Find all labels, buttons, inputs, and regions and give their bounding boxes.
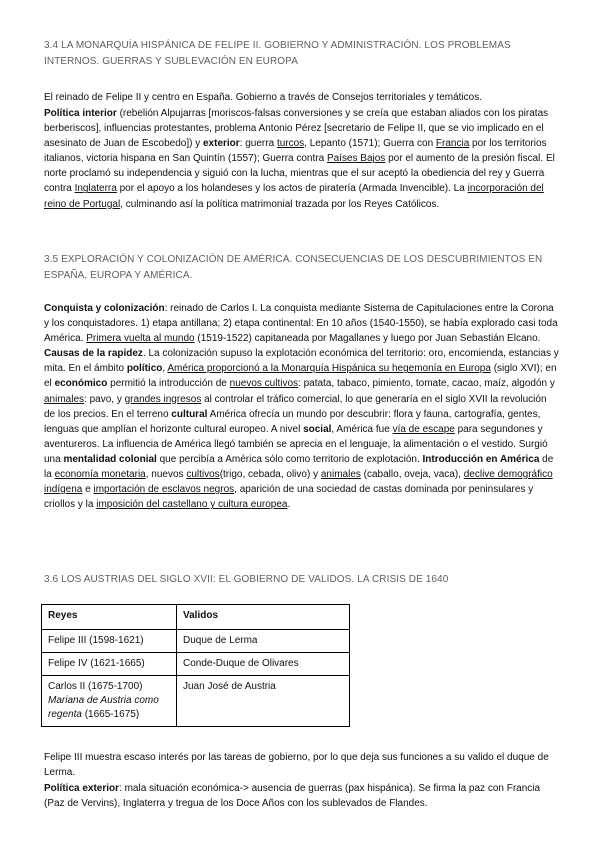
text-run: (siglo XVI); en el [44, 363, 557, 390]
validos-table [41, 604, 350, 727]
section-3-5-body [44, 301, 560, 512]
text-run: : patata, tabaco, pimiento, tomate, cacao, maíz, algodón y [298, 378, 555, 390]
table-row [42, 653, 350, 676]
underlined-term: cultivos [186, 469, 220, 481]
section-3-6-paragraph-1: Felipe III muestra escaso interés por las tareas de gobierno, por lo que deja sus funciones a su valido el duque de Lerma. [44, 752, 549, 779]
text-run: (1519-1522) capitaneada por Magallanes y luego por Juan Sebastián Elcano. [194, 333, 541, 345]
text-run: (rebelión Alpujarras [moriscos-falsas conversiones y se creía que estaban aliados con los piratas berberiscos], influencias protestantes, problema Antonio Pérez [secretario de Felipe II, que se vio implicado en el asesinato de Juan de Escobedo]) y [44, 108, 549, 150]
text-run: : reinado de Carlos I. La conquista mediante Sistema de Capitulaciones entre la Corona y los conquistadores. 1) etapa antillana; 2) etapa continental: En 10 años (1540-1550), se había explorado casi toda América. [44, 303, 558, 345]
underlined-term: Primera vuelta al mundo [86, 333, 195, 345]
text-run: : mala situación económica-> ausencia de guerras (pax hispánica). Se firma la paz con Francia (Paz de Vervins), Inglaterra y tregua de los Doce Años con los sublevados de Flandes. [44, 783, 541, 810]
bold-term: Política exterior [44, 783, 120, 794]
text-run: : guerra [239, 138, 277, 150]
underlined-term: América proporcionó a la Monarquía Hispánica su hegemonía en Europa [167, 363, 491, 375]
table-cell-king: Felipe IV (1621-1665) [42, 653, 177, 676]
section-3-6-paragraph-2 [44, 781, 560, 811]
bold-term: Conquista y colonización [44, 303, 165, 314]
bold-term: cultural [171, 408, 208, 420]
table-header-validos: Validos [177, 605, 350, 630]
table-cell-king: Felipe III (1598-1621) [42, 630, 177, 653]
text-run: (trigo, cebada, olivo) y [219, 469, 321, 481]
table-cell-valido: Juan José de Austria [177, 676, 350, 727]
underlined-term: importación de esclavos negros [93, 484, 235, 496]
bold-term: exterior [203, 138, 240, 150]
underlined-term: Francia [435, 138, 470, 150]
text-run: e [82, 484, 94, 496]
text-run: permitió la introducción de [107, 378, 230, 390]
text-run: por el aumento de la presión fiscal. El norte proclamó su independencia y siguió con la lucha, mientras que el sur aceptó la obediencia del rey y Guerra contra [44, 153, 555, 195]
text-run: al controlar el tráfico comercial, lo que generaría en el siglo XVII la revolución de los precios. En el terreno [44, 393, 547, 420]
text-run: , [162, 363, 168, 375]
text-run: para segundones y aventureros. La influencia de América llegó también se aprecia en el lenguaje, la alimentación o el vestido. Surgió una [44, 423, 548, 465]
underlined-term: incorporación del reino de Portugal [44, 183, 544, 210]
table-row [42, 676, 350, 727]
bold-term: Política interior [44, 108, 117, 119]
bold-term: mentalidad colonial [63, 453, 157, 465]
bold-term: económico [54, 378, 108, 390]
text-run: , Lepanto (1571); Guerra con [304, 138, 436, 150]
king-name: Carlos II (1675-1700) [48, 681, 143, 692]
underlined-term: grandes ingresos [124, 393, 202, 405]
section-3-5-heading: 3.5 EXPLORACIÓN Y COLONIZACIÓN DE AMÉRICA. CONSECUENCIAS DE LOS DESCUBRIMIENTOS EN ESPAÑA, EUROPA Y AMÉRICA. [44, 254, 543, 281]
table-row [42, 630, 350, 653]
underlined-term: Inglaterra [74, 183, 117, 195]
regent-note: Mariana de Austria como regenta [48, 695, 159, 720]
underlined-term: vía de escape [392, 423, 455, 435]
section-3-4-body [44, 106, 560, 212]
text-run: , América fue [331, 423, 393, 435]
table-cell-valido: Conde-Duque de Olivares [177, 653, 350, 676]
table-cell-king [42, 676, 177, 727]
table-header-reyes: Reyes [42, 605, 177, 630]
text-run: . [287, 499, 291, 511]
underlined-term: economía monetaria [54, 469, 146, 481]
section-3-6-heading: 3.6 LOS AUSTRIAS DEL SIGLO XVII: EL GOBIERNO DE VALIDOS. LA CRISIS DE 1640 [44, 574, 449, 585]
table-header-row [42, 605, 350, 630]
text-run: por los territorios italianos, victoria hispana en San Quintín (1557); Guerra contra [44, 138, 547, 165]
bold-term: social [303, 423, 332, 435]
underlined-term: nuevos cultivos [229, 378, 299, 390]
underlined-term: animales [44, 393, 85, 405]
section-3-4-heading: 3.4 LA MONARQUÍA HISPÁNICA DE FELIPE II. GOBIERNO Y ADMINISTRACIÓN. LOS PROBLEMAS INTERNOS. GUERRAS Y SUBLEVACIÓN EN EUROPA [44, 40, 511, 67]
underlined-term: turcos [276, 138, 305, 150]
text-run: América ofrecía un mundo por descubrir: flora y fauna, cartografía, gentes, lenguas que amplían el horizonte cultural europeo. A nivel [44, 408, 541, 435]
underlined-term: imposición del castellano y cultura europea [96, 499, 288, 511]
text-run: , nuevos [145, 469, 187, 481]
text-run: , aparición de una sociedad de castas dominada por peninsulares y criollos y la [44, 484, 534, 511]
section-3-4-intro: El reinado de Felipe II y centro en España. Gobierno a través de Consejos territoriales y temáticos. [44, 92, 483, 103]
bold-term: Causas de la rapidez [44, 348, 143, 360]
text-run: por el apoyo a los holandeses y los actos de piratería (Armada Invencible). La [116, 183, 468, 195]
regent-years: (1665-1675) [81, 709, 140, 720]
underlined-term: Países Bajos [326, 153, 386, 165]
text-run: de la [44, 453, 554, 481]
text-run: , culminando así la política matrimonial trazada por los Reyes Católicos. [120, 198, 440, 210]
table-cell-valido: Duque de Lerma [177, 630, 350, 653]
text-run: (caballo, oveja, vaca), [360, 469, 464, 481]
underlined-term: animales [320, 469, 361, 481]
bold-term: político [126, 363, 163, 375]
underlined-term: declive demográfico indígena [44, 469, 553, 496]
bold-term: Introducción en América [422, 453, 540, 465]
text-run: : pavo, y [84, 393, 125, 405]
text-run: que percibía a América sólo como territorio de explotación. [156, 453, 423, 465]
text-run: . La colonización supuso la explotación económica del territorio: oro, encomienda, estancias y mita. En el ámbito [44, 348, 559, 375]
